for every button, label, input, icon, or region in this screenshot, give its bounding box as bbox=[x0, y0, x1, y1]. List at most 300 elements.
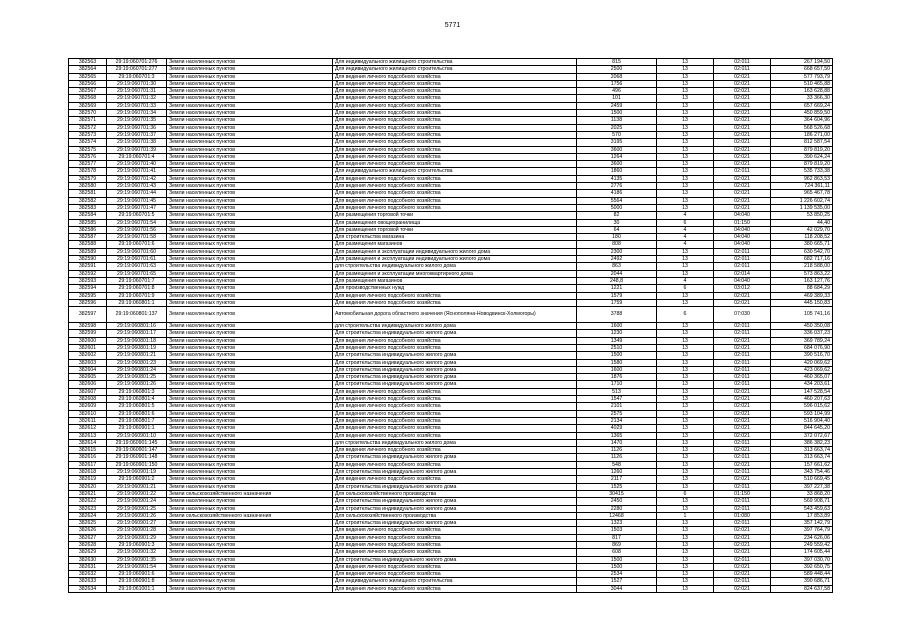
group-cell: 13 bbox=[657, 461, 714, 468]
land-category-cell: Земли населенных пунктов bbox=[167, 571, 333, 578]
permitted-use-cell: Для ведения личного подсобного хозяйства bbox=[333, 292, 577, 299]
row-number-cell: 382627 bbox=[69, 534, 107, 541]
permitted-use-cell: Для ведения личного подсобного хозяйства bbox=[333, 388, 577, 395]
table-row bbox=[69, 512, 833, 519]
row-number-cell: 382595 bbox=[69, 292, 107, 299]
row-number-cell: 382566 bbox=[69, 80, 107, 87]
row-number-cell: 382599 bbox=[69, 330, 107, 337]
cadastral-number-cell: 29:19:060701:61 bbox=[107, 256, 167, 263]
land-category-cell: Земли населенных пунктов bbox=[167, 88, 333, 95]
row-number-cell: 382601 bbox=[69, 344, 107, 351]
cadastral-number-cell: 29:19:061001:1 bbox=[107, 585, 167, 592]
permitted-use-cell: Для ведения личного подсобного хозяйства bbox=[333, 432, 577, 439]
cadastral-number-cell: 29:19:060701:65 bbox=[107, 270, 167, 277]
code-cell: 02:021 bbox=[714, 292, 771, 299]
group-cell: 13 bbox=[657, 483, 714, 490]
cadastral-number-cell: 29:19:060701:41 bbox=[107, 168, 167, 175]
cadastral-value-cell: 434 203,61 bbox=[771, 381, 833, 388]
cadastral-value-cell: 157 661,62 bbox=[771, 461, 833, 468]
land-category-cell: Земли населенных пунктов bbox=[167, 432, 333, 439]
code-cell: 01:150 bbox=[714, 490, 771, 497]
cadastral-number-cell: 29:19:060901:27 bbox=[107, 520, 167, 527]
area-cell: 608 bbox=[577, 549, 657, 556]
code-cell: 02:021 bbox=[714, 175, 771, 182]
code-cell: 02:021 bbox=[714, 124, 771, 131]
row-number-cell: 382616 bbox=[69, 454, 107, 461]
table-row bbox=[69, 66, 833, 73]
cadastral-value-cell: 596 015,62 bbox=[771, 403, 833, 410]
land-category-cell: Земли населенных пунктов bbox=[167, 153, 333, 160]
permitted-use-cell: Для сельскохозяйственного производства bbox=[333, 490, 577, 497]
area-cell: 1138 bbox=[577, 117, 657, 124]
table-row bbox=[69, 337, 833, 344]
permitted-use-cell: Для ведения личного подсобного хозяйства bbox=[333, 571, 577, 578]
area-cell: 1525 bbox=[577, 483, 657, 490]
cadastral-number-cell: 29:19:060701:8 bbox=[107, 285, 167, 292]
table-row bbox=[69, 175, 833, 182]
land-category-cell: Земли населенных пунктов bbox=[167, 447, 333, 454]
land-category-cell: Земли населенных пунктов bbox=[167, 323, 333, 330]
row-number-cell: 382565 bbox=[69, 73, 107, 80]
group-cell: 1 bbox=[657, 512, 714, 519]
table-row bbox=[69, 307, 833, 323]
permitted-use-cell: Для строительства индивидуального жилого дома bbox=[333, 366, 577, 373]
row-number-cell: 382613 bbox=[69, 432, 107, 439]
area-cell: 1579 bbox=[577, 292, 657, 299]
area-cell: 863 bbox=[577, 263, 657, 270]
table-row bbox=[69, 447, 833, 454]
code-cell: 02:021 bbox=[714, 585, 771, 592]
row-number-cell: 382569 bbox=[69, 102, 107, 109]
cadastral-number-cell: 29:19:060701:31 bbox=[107, 88, 167, 95]
table-row bbox=[69, 388, 833, 395]
row-number-cell: 382632 bbox=[69, 571, 107, 578]
group-cell: 13 bbox=[657, 168, 714, 175]
cadastral-number-cell: 29:19:060701:58 bbox=[107, 234, 167, 241]
code-cell: 02:011 bbox=[714, 330, 771, 337]
area-cell: 2044 bbox=[577, 270, 657, 277]
permitted-use-cell: Для размещения торговой точки bbox=[333, 226, 577, 233]
code-cell: 02:021 bbox=[714, 146, 771, 153]
cadastral-number-cell: 29:19:060901:2 bbox=[107, 476, 167, 483]
cadastral-number-cell: 29:19:060701:277 bbox=[107, 66, 167, 73]
permitted-use-cell: для строительства индивидуального жилого дома bbox=[333, 323, 577, 330]
row-number-cell: 382583 bbox=[69, 204, 107, 211]
cadastral-value-cell: 543 459,63 bbox=[771, 505, 833, 512]
row-number-cell: 382625 bbox=[69, 520, 107, 527]
cadastral-number-cell: 29:19:060901:24 bbox=[107, 498, 167, 505]
cadastral-value-cell: 313 663,74 bbox=[771, 454, 833, 461]
land-category-cell: Земли населенных пунктов bbox=[167, 520, 333, 527]
permitted-use-cell: Для ведения личного подсобного хозяйства bbox=[333, 190, 577, 197]
land-category-cell: Земли населенных пунктов bbox=[167, 425, 333, 432]
land-category-cell: Земли населенных пунктов bbox=[167, 292, 333, 299]
permitted-use-cell: Для ведения личного подсобного хозяйства bbox=[333, 403, 577, 410]
cadastral-number-cell: 29:19:060901:150 bbox=[107, 461, 167, 468]
cadastral-value-cell: 630 542,70 bbox=[771, 248, 833, 255]
area-cell: 2450 bbox=[577, 498, 657, 505]
cadastral-number-cell: 29:19:060801:6 bbox=[107, 410, 167, 417]
table-row bbox=[69, 374, 833, 381]
table-row bbox=[69, 124, 833, 131]
area-cell: 815 bbox=[577, 59, 657, 66]
cadastral-number-cell: 29:19:060701:45 bbox=[107, 197, 167, 204]
cadastral-number-cell: 29:19:060701:35 bbox=[107, 117, 167, 124]
code-cell: 02:021 bbox=[714, 139, 771, 146]
cadastral-value-cell: 174 605,44 bbox=[771, 549, 833, 556]
permitted-use-cell: Для строительства индивидуального жилого дома bbox=[333, 374, 577, 381]
table-row bbox=[69, 498, 833, 505]
table-row bbox=[69, 139, 833, 146]
area-cell: 2575 bbox=[577, 410, 657, 417]
permitted-use-cell: Для строительства индивидуального жилого дома bbox=[333, 352, 577, 359]
permitted-use-cell: для строительства индивидуального жилого дома bbox=[333, 439, 577, 446]
permitted-use-cell: Для ведения личного подсобного хозяйства bbox=[333, 139, 577, 146]
area-cell: 2510 bbox=[577, 344, 657, 351]
code-cell: 02:021 bbox=[714, 542, 771, 549]
code-cell: 02:021 bbox=[714, 403, 771, 410]
row-number-cell: 382564 bbox=[69, 66, 107, 73]
permitted-use-cell: Для ведения личного подсобного хозяйства bbox=[333, 124, 577, 131]
code-cell: 02:011 bbox=[714, 263, 771, 270]
row-number-cell: 382593 bbox=[69, 277, 107, 284]
group-cell: 13 bbox=[657, 359, 714, 366]
group-cell: 13 bbox=[657, 66, 714, 73]
cadastral-value-cell: 657 669,24 bbox=[771, 102, 833, 109]
permitted-use-cell: Для ведения личного подсобного хозяйства bbox=[333, 131, 577, 138]
permitted-use-cell: Для ведения личного подсобного хозяйства bbox=[333, 344, 577, 351]
permitted-use-cell: Для строительства индивидуального жилого дома bbox=[333, 359, 577, 366]
row-number-cell: 382576 bbox=[69, 153, 107, 160]
cadastral-number-cell: 29:19:060701:32 bbox=[107, 95, 167, 102]
permitted-use-cell: Для строительства индивидуального жилого дома bbox=[333, 498, 577, 505]
cadastral-number-cell: 29:19:060801:25 bbox=[107, 374, 167, 381]
cadastral-number-cell: 29:19:060801:3 bbox=[107, 388, 167, 395]
row-number-cell: 382634 bbox=[69, 585, 107, 592]
area-cell: 180 bbox=[577, 234, 657, 241]
permitted-use-cell: Для производственных нужд bbox=[333, 285, 577, 292]
group-cell: 13 bbox=[657, 549, 714, 556]
row-number-cell: 382615 bbox=[69, 447, 107, 454]
permitted-use-cell: Для размещения магазинов bbox=[333, 241, 577, 248]
row-number-cell: 382573 bbox=[69, 131, 107, 138]
code-cell: 02:021 bbox=[714, 425, 771, 432]
row-number-cell: 382617 bbox=[69, 461, 107, 468]
table-row bbox=[69, 556, 833, 563]
code-cell: 02:021 bbox=[714, 110, 771, 117]
group-cell: 13 bbox=[657, 410, 714, 417]
land-category-cell: Земли населенных пунктов bbox=[167, 403, 333, 410]
cadastral-value-cell: 668 657,50 bbox=[771, 66, 833, 73]
code-cell: 02:021 bbox=[714, 396, 771, 403]
land-category-cell: Земли населенных пунктов bbox=[167, 307, 333, 323]
land-category-cell: Земли населенных пунктов bbox=[167, 80, 333, 87]
group-cell: 13 bbox=[657, 299, 714, 306]
group-cell: 13 bbox=[657, 520, 714, 527]
cadastral-number-cell: 29:19:060801:17 bbox=[107, 330, 167, 337]
table-row bbox=[69, 410, 833, 417]
group-cell: 13 bbox=[657, 556, 714, 563]
code-cell: 02:021 bbox=[714, 476, 771, 483]
cadastral-value-cell: 163 628,88 bbox=[771, 88, 833, 95]
cadastral-number-cell: 29:19:060701:6 bbox=[107, 241, 167, 248]
code-cell: 04:040 bbox=[714, 234, 771, 241]
code-cell: 03:012 bbox=[714, 285, 771, 292]
row-number-cell: 382622 bbox=[69, 498, 107, 505]
row-number-cell: 382574 bbox=[69, 139, 107, 146]
code-cell: 02:011 bbox=[714, 578, 771, 585]
table-row bbox=[69, 563, 833, 570]
area-cell: 1221 bbox=[577, 285, 657, 292]
land-category-cell: Земли населенных пунктов bbox=[167, 374, 333, 381]
permitted-use-cell: Для ведения личного подсобного хозяйства bbox=[333, 425, 577, 432]
group-cell: 6 bbox=[657, 285, 714, 292]
area-cell: 30 bbox=[577, 219, 657, 226]
group-cell: 13 bbox=[657, 425, 714, 432]
cadastral-number-cell: 29:19:060901:10 bbox=[107, 432, 167, 439]
land-category-cell: Земли населенных пунктов bbox=[167, 396, 333, 403]
row-number-cell: 382600 bbox=[69, 337, 107, 344]
land-category-cell: Земли населенных пунктов bbox=[167, 277, 333, 284]
cadastral-value-cell: 186 271,00 bbox=[771, 131, 833, 138]
area-cell: 1500 bbox=[577, 563, 657, 570]
row-number-cell: 382614 bbox=[69, 439, 107, 446]
table-body bbox=[69, 59, 833, 593]
cadastral-number-cell: 29:19:060801:19 bbox=[107, 344, 167, 351]
table-row bbox=[69, 219, 833, 226]
land-category-cell: Земли населенных пунктов bbox=[167, 270, 333, 277]
area-cell: 1323 bbox=[577, 520, 657, 527]
cadastral-number-cell: 29:19:060901:32 bbox=[107, 549, 167, 556]
table-row bbox=[69, 344, 833, 351]
cadastral-number-cell: 29:19:060801:24 bbox=[107, 366, 167, 373]
cadastral-number-cell: 29:19:060901:1 bbox=[107, 425, 167, 432]
code-cell: 02:011 bbox=[714, 323, 771, 330]
cadastral-number-cell: 29:19:060701:54 bbox=[107, 219, 167, 226]
code-cell: 02:021 bbox=[714, 117, 771, 124]
table-row bbox=[69, 542, 833, 549]
row-number-cell: 382588 bbox=[69, 241, 107, 248]
land-category-cell: Земли населенных пунктов bbox=[167, 66, 333, 73]
cadastral-number-cell: 29:19:060701:7 bbox=[107, 277, 167, 284]
table-row bbox=[69, 359, 833, 366]
cadastral-number-cell: 29:19:060801:16 bbox=[107, 323, 167, 330]
permitted-use-cell: Для строительства индивидуального жилого дома bbox=[333, 520, 577, 527]
group-cell: 4 bbox=[657, 277, 714, 284]
land-category-cell: Земли населенных пунктов bbox=[167, 330, 333, 337]
group-cell: 13 bbox=[657, 117, 714, 124]
table-row bbox=[69, 183, 833, 190]
code-cell: 02:011 bbox=[714, 520, 771, 527]
table-row bbox=[69, 110, 833, 117]
permitted-use-cell: Для индивидуального жилищного строительства bbox=[333, 578, 577, 585]
code-cell: 04:040 bbox=[714, 241, 771, 248]
group-cell: 13 bbox=[657, 59, 714, 66]
area-cell: 1126 bbox=[577, 447, 657, 454]
group-cell: 13 bbox=[657, 585, 714, 592]
code-cell: 02:021 bbox=[714, 102, 771, 109]
area-cell: 101 bbox=[577, 95, 657, 102]
area-cell: 2134 bbox=[577, 417, 657, 424]
land-category-cell: Земли населенных пунктов bbox=[167, 527, 333, 534]
code-cell: 02:021 bbox=[714, 197, 771, 204]
land-category-cell: Земли населенных пунктов bbox=[167, 469, 333, 476]
land-category-cell: Земли населенных пунктов bbox=[167, 102, 333, 109]
cadastral-value-cell: 510 465,88 bbox=[771, 80, 833, 87]
area-cell: 548 bbox=[577, 461, 657, 468]
table-row bbox=[69, 256, 833, 263]
land-category-cell: Земли населенных пунктов bbox=[167, 285, 333, 292]
cadastral-number-cell: 29:19:060901:6 bbox=[107, 571, 167, 578]
land-category-cell: Земли населенных пунктов bbox=[167, 168, 333, 175]
permitted-use-cell: Для ведения личного подсобного хозяйства bbox=[333, 417, 577, 424]
group-cell: 4 bbox=[657, 234, 714, 241]
cadastral-value-cell: 397 764,79 bbox=[771, 527, 833, 534]
permitted-use-cell: Для ведения личного подсобного хозяйства bbox=[333, 73, 577, 80]
group-cell: 13 bbox=[657, 454, 714, 461]
cadastral-number-cell: 29:19:060901:35 bbox=[107, 556, 167, 563]
table-row bbox=[69, 490, 833, 497]
table-row bbox=[69, 270, 833, 277]
cadastral-value-cell: 33 868,20 bbox=[771, 490, 833, 497]
land-category-cell: Земли населенных пунктов bbox=[167, 219, 333, 226]
cadastral-value-cell: 573 863,22 bbox=[771, 270, 833, 277]
code-cell: 02:011 bbox=[714, 66, 771, 73]
area-cell: 2300 bbox=[577, 248, 657, 255]
table-row bbox=[69, 403, 833, 410]
area-cell: 2500 bbox=[577, 66, 657, 73]
cadastral-number-cell: 29:19:060901:29 bbox=[107, 534, 167, 541]
permitted-use-cell: Для строительства индивидуального жилого дома bbox=[333, 483, 577, 490]
cadastral-number-cell: 29:19:060701:5 bbox=[107, 212, 167, 219]
cadastral-number-cell: 29:19:060901:26 bbox=[107, 512, 167, 519]
group-cell: 13 bbox=[657, 248, 714, 255]
table-row bbox=[69, 234, 833, 241]
code-cell: 02:011 bbox=[714, 498, 771, 505]
code-cell: 02:011 bbox=[714, 469, 771, 476]
area-cell: 2117 bbox=[577, 476, 657, 483]
row-number-cell: 382628 bbox=[69, 542, 107, 549]
land-category-cell: Земли населенных пунктов bbox=[167, 204, 333, 211]
permitted-use-cell: Для ведения личного подсобного хозяйства bbox=[333, 461, 577, 468]
land-category-cell: Земли сельскохозяйственного назначения bbox=[167, 512, 333, 519]
permitted-use-cell: Для ведения личного подсобного хозяйства bbox=[333, 146, 577, 153]
cadastral-number-cell: 29:19:060901:3 bbox=[107, 542, 167, 549]
code-cell: 02:011 bbox=[714, 454, 771, 461]
land-category-cell: Земли населенных пунктов bbox=[167, 117, 333, 124]
permitted-use-cell: Для ведения личного подсобного хозяйства bbox=[333, 110, 577, 117]
cadastral-value-cell: 105 741,16 bbox=[771, 307, 833, 323]
cadastral-value-cell: 569 908,71 bbox=[771, 498, 833, 505]
land-category-cell: Земли населенных пунктов bbox=[167, 563, 333, 570]
land-category-cell: Земли населенных пунктов bbox=[167, 381, 333, 388]
cadastral-number-cell: 29:19:060901:147 bbox=[107, 447, 167, 454]
cadastral-value-cell: 423 069,62 bbox=[771, 366, 833, 373]
cadastral-value-cell: 53 850,25 bbox=[771, 212, 833, 219]
code-cell: 02:021 bbox=[714, 447, 771, 454]
cadastral-number-cell: 29:19:060801:23 bbox=[107, 359, 167, 366]
cadastral-number-cell: 29:19:060701:30 bbox=[107, 80, 167, 87]
group-cell: 13 bbox=[657, 388, 714, 395]
group-cell: 13 bbox=[657, 204, 714, 211]
row-number-cell: 382606 bbox=[69, 381, 107, 388]
code-cell: 02:011 bbox=[714, 374, 771, 381]
permitted-use-cell: Для ведения личного подсобного хозяйства bbox=[333, 117, 577, 124]
cadastral-value-cell: 445 150,83 bbox=[771, 299, 833, 306]
group-cell: 13 bbox=[657, 124, 714, 131]
land-category-cell: Земли населенных пунктов bbox=[167, 73, 333, 80]
cadastral-number-cell: 29:19:060801:21 bbox=[107, 352, 167, 359]
row-number-cell: 382633 bbox=[69, 578, 107, 585]
table-row bbox=[69, 285, 833, 292]
group-cell: 13 bbox=[657, 190, 714, 197]
code-cell: 02:021 bbox=[714, 549, 771, 556]
table-row bbox=[69, 190, 833, 197]
row-number-cell: 382621 bbox=[69, 490, 107, 497]
cadastral-value-cell: 234 626,06 bbox=[771, 534, 833, 541]
group-cell: 13 bbox=[657, 183, 714, 190]
permitted-use-cell: Для строительства индивидуального жилого дома bbox=[333, 469, 577, 476]
permitted-use-cell: Для размещения и эксплуатации индивидуального жилого дома bbox=[333, 248, 577, 255]
row-number-cell: 382612 bbox=[69, 425, 107, 432]
code-cell: 02:011 bbox=[714, 381, 771, 388]
permitted-use-cell: Для ведения личного подсобного хозяйства bbox=[333, 204, 577, 211]
row-number-cell: 382620 bbox=[69, 483, 107, 490]
area-cell: 496 bbox=[577, 88, 657, 95]
group-cell: 13 bbox=[657, 366, 714, 373]
group-cell: 13 bbox=[657, 139, 714, 146]
permitted-use-cell: Для ведения личного подсобного хозяйства bbox=[333, 476, 577, 483]
row-number-cell: 382579 bbox=[69, 175, 107, 182]
code-cell: 02:021 bbox=[714, 204, 771, 211]
cadastral-number-cell: 29:19:060901:19 bbox=[107, 469, 167, 476]
cadastral-value-cell: 568 526,68 bbox=[771, 124, 833, 131]
row-number-cell: 382572 bbox=[69, 124, 107, 131]
cadastral-value-cell: 516 904,40 bbox=[771, 417, 833, 424]
cadastral-number-cell: 29:19:060701:34 bbox=[107, 110, 167, 117]
code-cell: 02:011 bbox=[714, 59, 771, 66]
cadastral-number-cell: 29:19:060701:276 bbox=[107, 59, 167, 66]
permitted-use-cell: Для сельскохозяйственного производства bbox=[333, 512, 577, 519]
table-row bbox=[69, 454, 833, 461]
code-cell: 04:040 bbox=[714, 212, 771, 219]
code-cell: 04:040 bbox=[714, 277, 771, 284]
permitted-use-cell: Для ведения личного подсобного хозяйства bbox=[333, 197, 577, 204]
land-category-cell: Земли населенных пунктов bbox=[167, 299, 333, 306]
area-cell: 64 bbox=[577, 226, 657, 233]
permitted-use-cell: Для ведения личного подсобного хозяйства bbox=[333, 175, 577, 182]
cadastral-number-cell: 29:19:060901:22 bbox=[107, 490, 167, 497]
row-number-cell: 382567 bbox=[69, 88, 107, 95]
group-cell: 13 bbox=[657, 469, 714, 476]
row-number-cell: 382592 bbox=[69, 270, 107, 277]
land-category-cell: Земли населенных пунктов bbox=[167, 131, 333, 138]
cadastral-value-cell: 1 226 602,74 bbox=[771, 197, 833, 204]
row-number-cell: 382626 bbox=[69, 527, 107, 534]
area-cell: 30415 bbox=[577, 490, 657, 497]
group-cell: 13 bbox=[657, 102, 714, 109]
group-cell: 13 bbox=[657, 571, 714, 578]
cadastral-number-cell: 29:19:060801:137 bbox=[107, 307, 167, 323]
cadastral-number-cell: 29:19:060701:3 bbox=[107, 73, 167, 80]
land-category-cell: Земли населенных пунктов bbox=[167, 212, 333, 219]
area-cell: 1876 bbox=[577, 374, 657, 381]
cadastral-number-cell: 29:19:060901:148 bbox=[107, 454, 167, 461]
row-number-cell: 382609 bbox=[69, 403, 107, 410]
table-row bbox=[69, 212, 833, 219]
table-row bbox=[69, 197, 833, 204]
land-category-cell: Земли населенных пунктов bbox=[167, 234, 333, 241]
